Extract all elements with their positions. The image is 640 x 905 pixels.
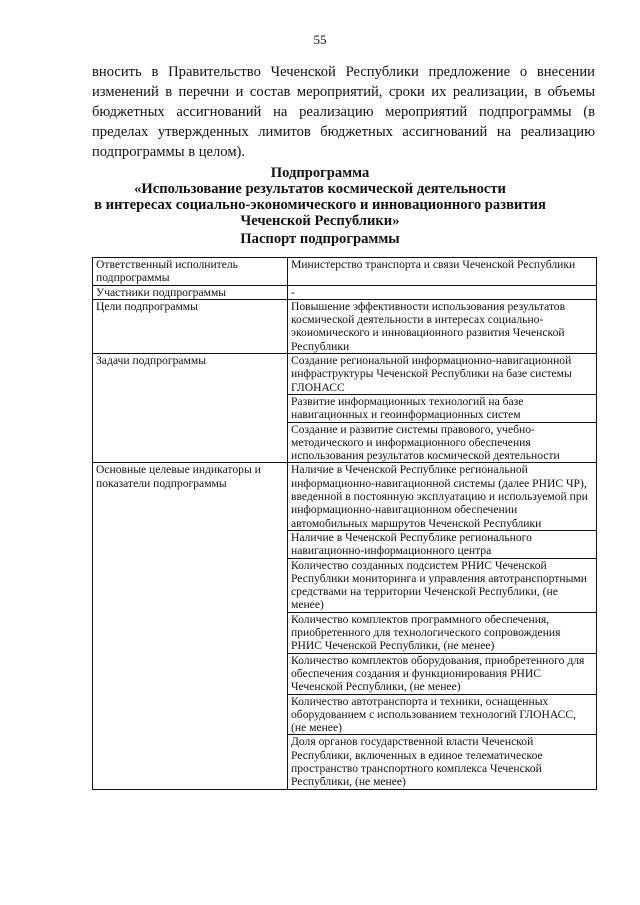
- indicator-item: Количество комплектов оборудования, приобретенного для обеспечения создания и функционирования РНИС Чеченской Республики, (не менее): [288, 653, 597, 694]
- row-label-goals: Цели подпрограммы: [93, 299, 288, 353]
- task-item: Создание и развитие системы правового, учебно-методического и информационного обеспечения использования результатов космической деятельности: [288, 422, 597, 463]
- row-value-responsible: Министерство транспорта и связи Чеченской Республики: [288, 258, 597, 286]
- row-label-participants: Участники подпрограммы: [93, 285, 288, 299]
- table-row: [93, 354, 597, 395]
- indicator-item: Доля органов государственной власти Чеченской Республики, включенных в единое телематическое пространство транспортного комплекса Чеченской Республики, (не менее): [288, 735, 597, 789]
- row-value-goals: Повышение эффективности использования результатов космической деятельности в интересах социально-экономического и инновационного развития Чеченской Республики: [288, 299, 597, 353]
- intro-paragraph: вносить в Правительство Чеченской Республики предложение о внесении изменений в перечни и состав мероприятий, сроки их реализации, в объемы бюджетных ассигнований на реализацию мероприятий подпрограммы (в пределах утвержденных лимитов бюджетных ассигнований на реализацию подпрограммы в целом).: [92, 64, 595, 160]
- indicator-item: Наличие в Чеченской Республике регионального навигационно-информационного центра: [288, 530, 597, 558]
- row-label-indicators: Основные целевые индикаторы и показатели подпрограммы: [93, 463, 288, 789]
- passport-table: [92, 257, 597, 790]
- heading-line-4: Чеченской Республики»: [240, 213, 400, 229]
- row-label-responsible: Ответственный исполнитель подпрограммы: [93, 258, 288, 286]
- indicator-item: Количество созданных подсистем РНИС Чеченской Республики мониторинга и управления автотранспортными средствами на территории Чеченской Республики, (не менее): [288, 558, 597, 612]
- page-number: 55: [313, 32, 327, 47]
- indicator-item: Количество автотранспорта и техники, оснащенных оборудованием с использованием технологий ГЛОНАСС, (не менее): [288, 694, 597, 735]
- indicator-item: Наличие в Чеченской Республике региональной информационно-навигационной системы (далее РНИС ЧР), введенной в постоянную эксплуатацию и используемой при информационно-навигационном обеспечении автомобильных маршрутов Чеченской Республики: [288, 463, 597, 530]
- heading-line-1: Подпрограмма: [270, 165, 370, 181]
- row-label-tasks: Задачи подпрограммы: [93, 354, 288, 463]
- table-row: [93, 285, 597, 299]
- table-row: [93, 299, 597, 353]
- task-item: Создание региональной информационно-навигационной инфраструктуры Чеченской Республики на базе системы ГЛОНАСС: [288, 354, 597, 395]
- task-item: Развитие информационных технологий на базе навигационных и геоинформационных систем: [288, 394, 597, 422]
- table-row: [93, 463, 597, 530]
- table-row: [93, 258, 597, 286]
- heading-line-3: в интересах социально-экономического и инновационного развития: [94, 197, 546, 213]
- indicator-item: Количество комплектов программного обеспечения, приобретенного для технологического сопровождения РНИС Чеченской Республики, (не менее): [288, 612, 597, 653]
- heading-line-2: «Использование результатов космической деятельности: [134, 181, 506, 197]
- passport-title: Паспорт подпрограммы: [240, 231, 400, 247]
- subprogram-heading: [60, 165, 580, 229]
- row-value-participants: -: [288, 285, 597, 299]
